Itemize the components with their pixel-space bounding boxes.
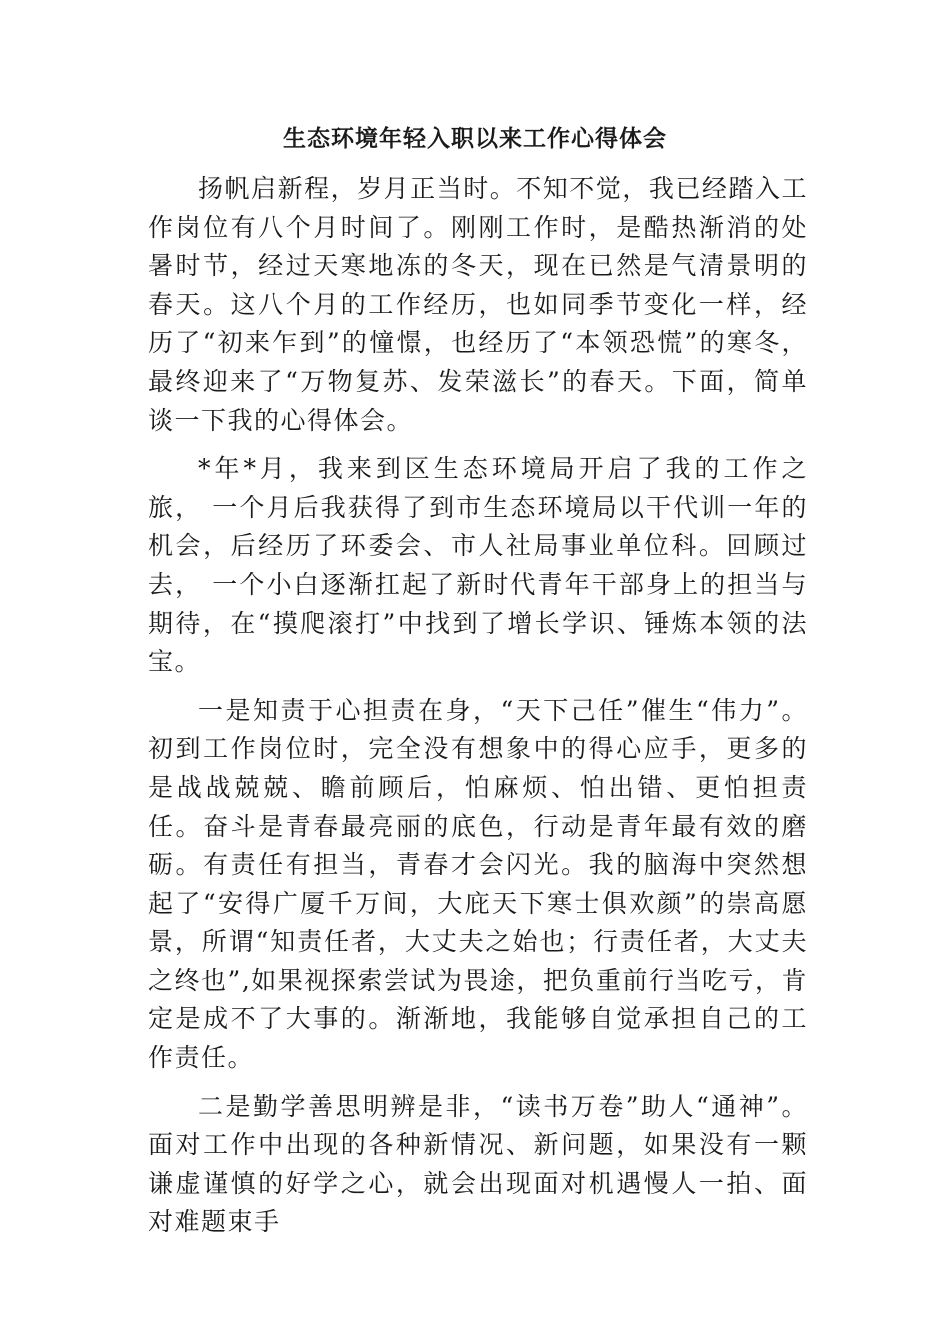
document-body bbox=[148, 170, 808, 1252]
document-title: 生态环境年轻入职以来工作心得体会 bbox=[283, 126, 667, 152]
paragraph-3: 一是知责于心担责在身，“天下己任”催生“伟力”。初到工作岗位时，完全没有想象中的得心应手，更多的是战战兢兢、瞻前顾后，怕麻烦、怕出错、更怕担责任。奋斗是青春最亮丽的底色，行动是青年最有效的磨砺。有责任有担当，青春才会闪光。我的脑海中突然想起了“安得广厦千万间，大庇天下寒士俱欢颜”的崇高愿景，所谓“知责任者，大丈夫之始也；行责任者，大丈夫之终也”,如果视探索尝试为畏途，把负重前行当吃亏，肯定是成不了大事的。渐渐地，我能够自觉承担自己的工作责任。 bbox=[148, 695, 808, 1073]
paragraph-1: 扬帆启新程，岁月正当时。不知不觉，我已经踏入工作岗位有八个月时间了。刚刚工作时，是酷热渐消的处暑时节，经过天寒地冻的冬天，现在已然是气清景明的春天。这八个月的工作经历，也如同季节变化一样，经历了“初来乍到”的憧憬，也经历了“本领恐慌”的寒冬，最终迎来了“万物复苏、发荣滋长”的春天。下面，简单谈一下我的心得体会。 bbox=[148, 174, 808, 435]
paragraph-4: 二是勤学善思明辨是非，“读书万卷”助人“通神”。面对工作中出现的各种新情况、新问题，如果没有一颗谦虚谨慎的好学之心，就会出现面对机遇慢人一拍、面对难题束手 bbox=[148, 1091, 808, 1237]
paragraph-2: *年*月，我来到区生态环境局开启了我的工作之旅， 一个月后我获得了到市生态环境局以干代训一年的机会，后经历了环委会、市人社局事业单位科。回顾过去， 一个小白逐渐扛起了新时代青年干部身上的担当与期待，在“摸爬滚打”中找到了增长学识、锤炼本领的法宝。 bbox=[148, 454, 808, 677]
